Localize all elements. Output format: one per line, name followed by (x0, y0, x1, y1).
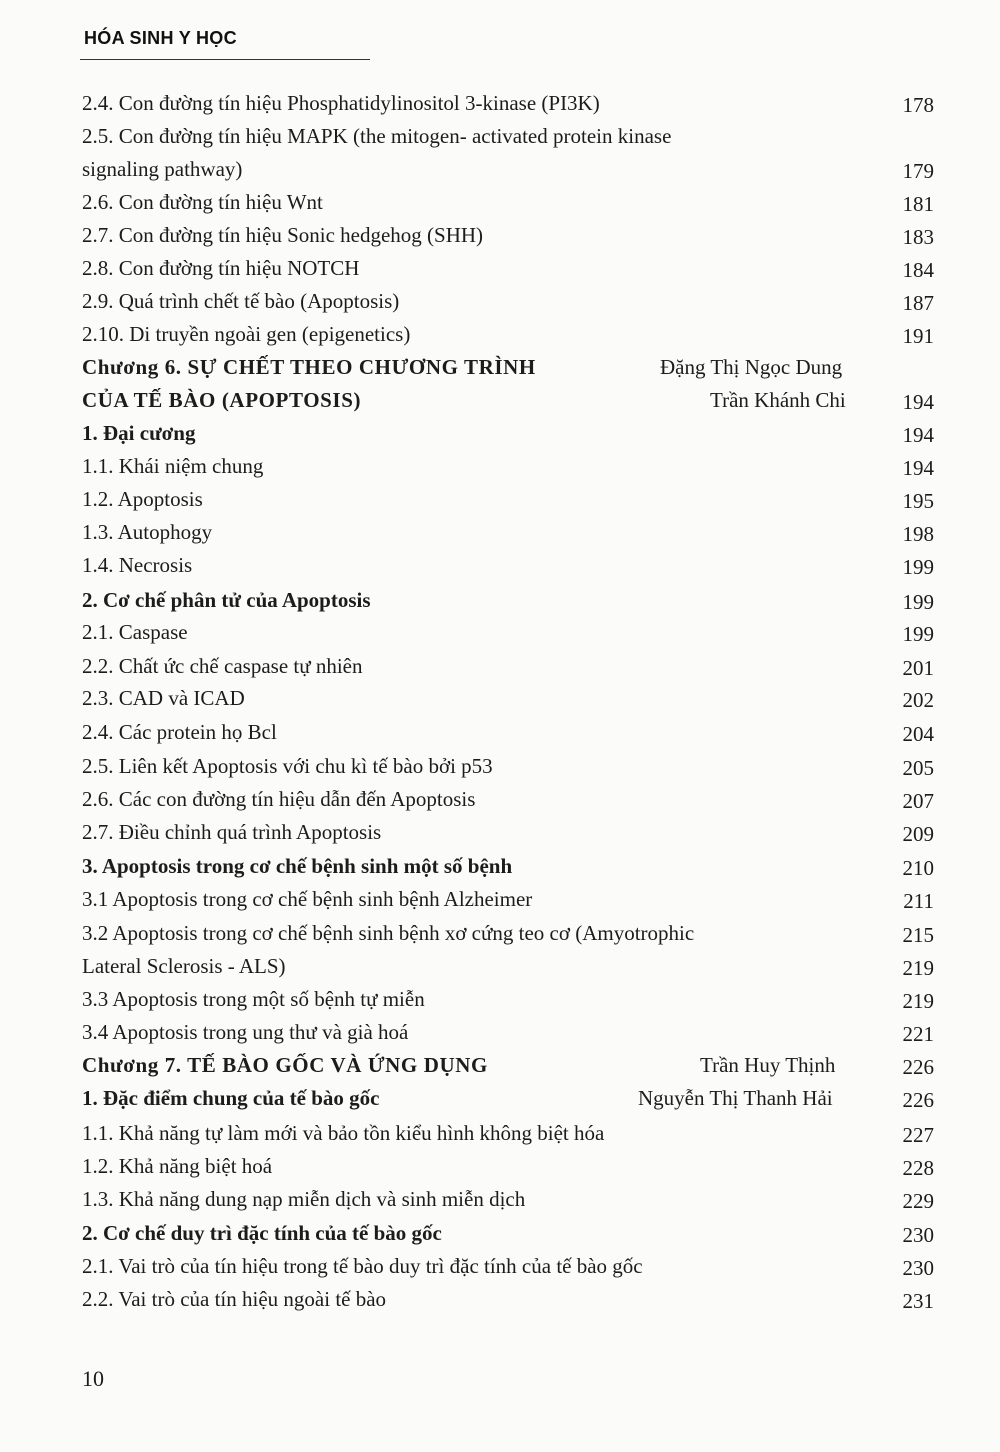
toc-entry (82, 751, 934, 781)
toc-entry-title: 2.8. Con đường tín hiệu NOTCH (82, 256, 360, 280)
toc-page-number: 194 (902, 423, 934, 447)
toc-page-number: 178 (902, 93, 934, 117)
toc-page-number: 229 (902, 1189, 934, 1213)
toc-entry-title: 2.2. Vai trò của tín hiệu ngoài tế bào (82, 1287, 387, 1311)
toc-entry-title: 1.2. Khả năng biệt hoá (82, 1154, 273, 1178)
toc-entry-title: 1. Đặc điểm chung của tế bào gốc (82, 1086, 380, 1110)
toc-entry (82, 984, 934, 1014)
toc-entry (82, 951, 934, 981)
toc-entry-title: signaling pathway) (82, 157, 243, 181)
toc-entry-title: 2.3. CAD và ICAD (82, 686, 245, 710)
toc-page-number: 215 (902, 923, 934, 947)
toc-entry (82, 1251, 934, 1281)
toc-entry-title: 3. Apoptosis trong cơ chế bệnh sinh một số bệnh (82, 854, 513, 878)
toc-entry (82, 517, 934, 547)
toc-entry-title: 1.3. Khả năng dung nạp miễn dịch và sinh miễn dịch (82, 1187, 526, 1211)
toc-entry-title: 1. Đại cương (82, 421, 196, 445)
toc-entry (82, 884, 934, 914)
toc-entry (82, 154, 934, 184)
toc-page-number: 199 (902, 555, 934, 579)
toc-entry (82, 88, 934, 118)
toc-entry-title: Lateral Sclerosis - ALS) (82, 954, 286, 978)
toc-entry (82, 717, 934, 747)
toc-page-number: 207 (902, 789, 934, 813)
toc-page-number: 183 (902, 225, 934, 249)
toc-page-number: 191 (902, 324, 934, 348)
toc-chapter-author: Nguyễn Thị Thanh Hải (638, 1086, 833, 1110)
toc-entry-title: 2.10. Di truyền ngoài gen (epigenetics) (82, 322, 411, 346)
toc-entry-title: 2.1. Caspase (82, 620, 188, 644)
toc-page-number: 228 (902, 1156, 934, 1180)
toc-entry-title: 2.7. Điều chỉnh quá trình Apoptosis (82, 820, 382, 844)
toc-page-number: 209 (902, 822, 934, 846)
toc-page-number: 184 (902, 258, 934, 282)
toc-entry-title: 1.2. Apoptosis (82, 487, 203, 511)
toc-chapter-heading (82, 352, 934, 382)
toc-page-number: 195 (902, 489, 934, 513)
toc-entry (82, 1284, 934, 1314)
toc-entry (82, 1151, 934, 1181)
toc-chapter-author: Trần Khánh Chi (710, 388, 846, 412)
toc-entry (82, 1118, 934, 1148)
toc-section-heading (82, 585, 934, 615)
toc-entry (82, 683, 934, 713)
toc-page-number: 181 (902, 192, 934, 216)
toc-section-heading (82, 1218, 934, 1248)
toc-page-number: 187 (902, 291, 934, 315)
running-head-title: HÓA SINH Y HỌC (84, 28, 237, 48)
toc-section-heading (82, 1083, 934, 1113)
toc-page-number: 226 (902, 1055, 934, 1079)
toc-entry (82, 1017, 934, 1047)
toc-entry-title: 2. Cơ chế duy trì đặc tính của tế bào gốc (82, 1221, 442, 1245)
toc-entry-title: Chương 6. SỰ CHẾT THEO CHƯƠNG TRÌNH (82, 355, 536, 379)
toc-entry-title: 2.5. Liên kết Apoptosis với chu kì tế bào bởi p53 (82, 754, 493, 778)
toc-entry-title: 3.4 Apoptosis trong ung thư và già hoá (82, 1020, 409, 1044)
toc-page-number: 202 (902, 688, 934, 712)
toc-entry (82, 121, 934, 151)
toc-entry-title: 1.3. Autophogy (82, 520, 213, 544)
toc-page-number: 210 (902, 856, 934, 880)
toc-section-heading (82, 418, 934, 448)
toc-page-number: 230 (902, 1223, 934, 1247)
page-number: 10 (82, 1366, 104, 1391)
toc-page-number: 199 (902, 622, 934, 646)
toc-entry (82, 918, 934, 948)
toc-page-number: 219 (902, 956, 934, 980)
toc-section-heading (82, 851, 934, 881)
toc-entry (82, 1184, 934, 1214)
toc-page-number: 219 (902, 989, 934, 1013)
toc-chapter-heading (82, 385, 934, 415)
toc-entry-title: Chương 7. TẾ BÀO GỐC VÀ ỨNG DỤNG (82, 1053, 488, 1077)
toc-page-number: 194 (902, 390, 934, 414)
toc-page-number: 221 (902, 1022, 934, 1046)
toc-entry (82, 319, 934, 349)
toc-page-number: 211 (903, 889, 934, 913)
toc-entry (82, 651, 934, 681)
toc-entry-title: 2.6. Các con đường tín hiệu dẫn đến Apoptosis (82, 787, 476, 811)
toc-chapter-author: Trần Huy Thịnh (700, 1053, 836, 1077)
toc-page-number: 199 (902, 590, 934, 614)
toc-page-number: 179 (902, 159, 934, 183)
toc-entry-title: 2.4. Các protein họ Bcl (82, 720, 277, 744)
toc-entry-title: 3.3 Apoptosis trong một số bệnh tự miễn (82, 987, 425, 1011)
toc-page-number: 194 (902, 456, 934, 480)
toc-entry-title: 2. Cơ chế phân tử của Apoptosis (82, 588, 371, 612)
toc-page-number: 227 (902, 1123, 934, 1147)
toc-entry-title: 2.5. Con đường tín hiệu MAPK (the mitogen- activated protein kinase (82, 124, 672, 148)
toc-page-number: 231 (902, 1289, 934, 1313)
toc-entry-title: 2.1. Vai trò của tín hiệu trong tế bào duy trì đặc tính của tế bào gốc (82, 1254, 643, 1278)
toc-page-number: 204 (902, 722, 934, 746)
toc-entry-title: 2.4. Con đường tín hiệu Phosphatidylinositol 3-kinase (PI3K) (82, 91, 600, 115)
toc-entry (82, 784, 934, 814)
toc-entry-title: 1.1. Khả năng tự làm mới và bảo tồn kiểu hình không biệt hóa (82, 1121, 605, 1145)
toc-page-number: 205 (902, 756, 934, 780)
toc-entry (82, 550, 934, 580)
toc-entry (82, 451, 934, 481)
toc-page-number: 226 (902, 1088, 934, 1112)
toc-entry-title: 1.4. Necrosis (82, 553, 193, 577)
toc-entry (82, 187, 934, 217)
toc-page-number: 230 (902, 1256, 934, 1280)
toc-entry (82, 286, 934, 316)
toc-entry-title: 2.7. Con đường tín hiệu Sonic hedgehog (SHH) (82, 223, 484, 247)
toc-entry-title: 3.1 Apoptosis trong cơ chế bệnh sinh bệnh Alzheimer (82, 887, 533, 911)
toc-entry (82, 253, 934, 283)
toc-chapter-heading (82, 1050, 934, 1080)
toc-entry (82, 817, 934, 847)
toc-entry-title: 2.9. Quá trình chết tế bào (Apoptosis) (82, 289, 400, 313)
toc-entry (82, 617, 934, 647)
toc-entry (82, 484, 934, 514)
toc-entry-title: 1.1. Khái niệm chung (82, 454, 264, 478)
toc-page-number: 198 (902, 522, 934, 546)
toc-page-number: 201 (902, 656, 934, 680)
toc-entry-title: 2.2. Chất ức chế caspase tự nhiên (82, 654, 363, 678)
toc-entry-title: 2.6. Con đường tín hiệu Wnt (82, 190, 323, 214)
toc-entry-title: CỦA TẾ BÀO (APOPTOSIS) (82, 388, 362, 412)
toc-chapter-author: Đặng Thị Ngọc Dung (660, 355, 843, 379)
toc-entry-title: 3.2 Apoptosis trong cơ chế bệnh sinh bệnh xơ cứng teo cơ (Amyotrophic (82, 921, 695, 945)
toc-entry (82, 220, 934, 250)
